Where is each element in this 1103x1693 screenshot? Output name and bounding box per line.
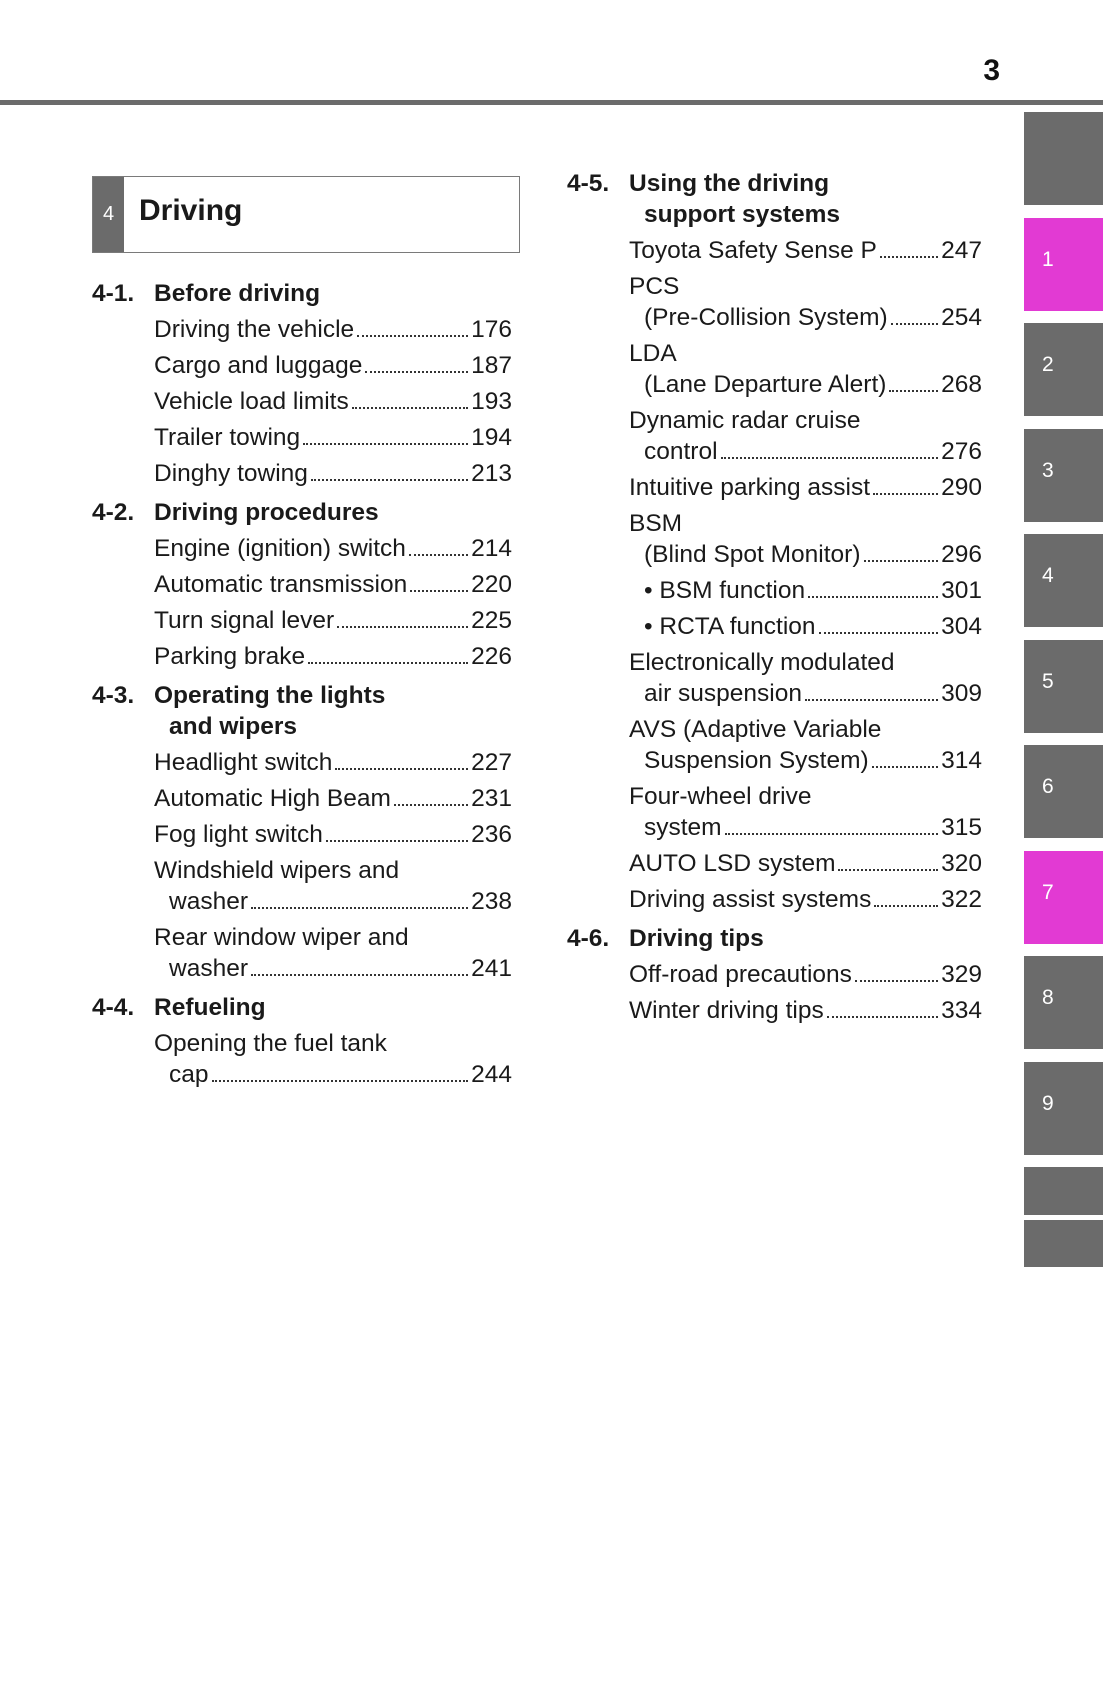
section-title: Driving procedures — [154, 499, 379, 526]
entry-page-number: 194 — [471, 424, 512, 451]
dot-leader — [410, 590, 468, 592]
entry-label: control — [644, 438, 718, 465]
entry-row — [154, 314, 512, 345]
entry-row — [629, 436, 982, 467]
dot-leader — [721, 457, 939, 459]
page-number: 3 — [983, 54, 1000, 87]
entry-page-number: 213 — [471, 460, 512, 487]
section-title: Using the driving support systems — [629, 168, 982, 230]
entry-page-number: 214 — [471, 535, 512, 562]
entry-row — [629, 959, 982, 990]
entry-title-line: Four-wheel drive — [629, 783, 812, 810]
section-title: Refueling — [154, 994, 266, 1021]
toc-entry[interactable] — [629, 647, 982, 709]
entry-row — [629, 539, 982, 570]
chapter-tab[interactable]: 8 — [1024, 956, 1103, 1049]
entry-row — [154, 533, 512, 564]
entry-label: Fog light switch — [154, 821, 323, 848]
entry-label: cap — [169, 1061, 209, 1088]
toc-entry[interactable] — [154, 641, 512, 672]
chapter-tab[interactable]: 9 — [1024, 1062, 1103, 1155]
entry-label: Cargo and luggage — [154, 352, 363, 379]
toc-entry[interactable] — [629, 781, 982, 843]
chapter-tab[interactable]: 2 — [1024, 323, 1103, 416]
toc-entry[interactable] — [154, 747, 512, 778]
entry-label: • RCTA function — [644, 613, 816, 640]
entry-row — [629, 235, 982, 266]
toc-section-heading[interactable] — [92, 680, 512, 742]
dot-leader — [337, 626, 468, 628]
entry-page-number: 254 — [941, 304, 982, 331]
entry-page-number: 334 — [941, 997, 982, 1024]
entry-row — [154, 886, 512, 917]
dot-leader — [394, 804, 468, 806]
entry-page-number: 244 — [471, 1061, 512, 1088]
entry-label: AUTO LSD system — [629, 850, 836, 877]
dot-leader — [864, 560, 939, 562]
toc-entry[interactable] — [629, 472, 982, 503]
dot-leader — [357, 335, 468, 337]
entry-title-line: Rear window wiper and — [154, 924, 409, 951]
entry-label: Automatic transmission — [154, 571, 408, 598]
toc-entry[interactable] — [629, 611, 982, 642]
toc-entry[interactable] — [629, 271, 982, 333]
toc-entry[interactable] — [154, 819, 512, 850]
section-number: 4-5. — [567, 170, 610, 197]
toc-entry[interactable] — [629, 235, 982, 266]
toc-entry[interactable] — [629, 884, 982, 915]
entry-row — [629, 995, 982, 1026]
header-rule — [0, 100, 1103, 105]
entry-page-number: 315 — [941, 814, 982, 841]
dot-leader — [805, 699, 938, 701]
section-title: Driving tips — [629, 925, 764, 952]
dot-leader — [326, 840, 468, 842]
entry-label: Vehicle load limits — [154, 388, 349, 415]
entry-title-line: Electronically modulated — [629, 649, 895, 676]
chapter-tab[interactable]: 3 — [1024, 429, 1103, 522]
entry-page-number: 193 — [471, 388, 512, 415]
entry-row — [154, 747, 512, 778]
toc-entry[interactable] — [154, 569, 512, 600]
entry-label: (Blind Spot Monitor) — [644, 541, 861, 568]
entry-title-line: Windshield wipers and — [154, 857, 400, 884]
toc-entry[interactable] — [154, 855, 512, 917]
toc-section-heading[interactable] — [92, 278, 512, 309]
toc-entry[interactable] — [629, 338, 982, 400]
section-number: 4-1. — [92, 280, 135, 307]
entry-label: Suspension System) — [644, 747, 869, 774]
dot-leader — [251, 907, 468, 909]
chapter-tab[interactable] — [1024, 112, 1103, 205]
toc-entry[interactable] — [154, 533, 512, 564]
entry-page-number: 247 — [941, 237, 982, 264]
entry-title-line: LDA — [629, 340, 677, 367]
section-number: 4-6. — [567, 925, 610, 952]
dot-leader — [808, 596, 938, 598]
entry-page-number: 322 — [941, 886, 982, 913]
toc-entry[interactable] — [154, 422, 512, 453]
entry-row — [154, 569, 512, 600]
entry-label: Toyota Safety Sense P — [629, 237, 877, 264]
toc-section-heading[interactable] — [92, 497, 512, 528]
dot-leader — [889, 390, 938, 392]
section-title-continued: and wipers — [169, 713, 297, 740]
chapter-tab[interactable]: 1 — [1024, 218, 1103, 311]
dot-leader — [874, 905, 938, 907]
entry-row — [629, 369, 982, 400]
entry-page-number: 301 — [941, 577, 982, 604]
entry-page-number: 220 — [471, 571, 512, 598]
toc-left-column — [92, 278, 512, 1090]
entry-page-number: 225 — [471, 607, 512, 634]
entry-title-line: AVS (Adaptive Variable — [629, 716, 882, 743]
toc-entry[interactable] — [629, 995, 982, 1026]
entry-row — [154, 953, 512, 984]
entry-row — [629, 472, 982, 503]
chapter-title: Driving — [139, 194, 243, 227]
entry-row — [154, 605, 512, 636]
entry-label: Winter driving tips — [629, 997, 824, 1024]
entry-page-number: 236 — [471, 821, 512, 848]
chapter-number: 4 — [93, 177, 124, 252]
dot-leader — [212, 1080, 469, 1082]
dot-leader — [872, 766, 938, 768]
toc-entry[interactable] — [629, 405, 982, 467]
entry-label: (Pre-Collision System) — [644, 304, 888, 331]
entry-page-number: 241 — [471, 955, 512, 982]
entry-label: washer — [169, 955, 248, 982]
entry-label: system — [644, 814, 722, 841]
dot-leader — [303, 443, 468, 445]
entry-page-number: 238 — [471, 888, 512, 915]
entry-page-number: 268 — [941, 371, 982, 398]
dot-leader — [352, 407, 468, 409]
entry-label: • BSM function — [644, 577, 806, 604]
toc-entry[interactable] — [629, 848, 982, 879]
entry-title-line: Opening the fuel tank — [154, 1030, 387, 1057]
entry-page-number: 309 — [941, 680, 982, 707]
entry-title-line: Dynamic radar cruise — [629, 407, 861, 434]
dot-leader — [409, 554, 468, 556]
toc-entry[interactable] — [154, 1028, 512, 1090]
chapter-tab[interactable]: 5 — [1024, 640, 1103, 733]
entry-label: (Lane Departure Alert) — [644, 371, 887, 398]
entry-row — [154, 819, 512, 850]
entry-page-number: 296 — [941, 541, 982, 568]
chapter-tab[interactable]: 6 — [1024, 745, 1103, 838]
entry-row — [154, 783, 512, 814]
entry-label: washer — [169, 888, 248, 915]
entry-page-number: 320 — [941, 850, 982, 877]
section-number: 4-3. — [92, 682, 135, 709]
section-number: 4-4. — [92, 994, 135, 1021]
dot-leader — [308, 662, 468, 664]
dot-leader — [880, 256, 938, 258]
entry-page-number: 231 — [471, 785, 512, 812]
entry-row — [629, 611, 982, 642]
entry-title-line: PCS — [629, 273, 680, 300]
dot-leader — [335, 768, 468, 770]
toc-section-heading[interactable] — [92, 992, 512, 1023]
entry-page-number: 227 — [471, 749, 512, 776]
toc-entry[interactable] — [154, 314, 512, 345]
entry-page-number: 187 — [471, 352, 512, 379]
entry-page-number: 226 — [471, 643, 512, 670]
section-title: Operating the lights and wipers — [154, 680, 512, 742]
chapter-header — [92, 176, 520, 253]
entry-row — [629, 575, 982, 606]
entry-row — [154, 350, 512, 381]
dot-leader — [827, 1016, 938, 1018]
entry-page-number: 290 — [941, 474, 982, 501]
toc-right-column — [567, 168, 982, 1026]
entry-label: Parking brake — [154, 643, 306, 670]
dot-leader — [311, 479, 468, 481]
chapter-tab[interactable]: 4 — [1024, 534, 1103, 627]
dot-leader — [251, 974, 468, 976]
entry-page-number: 329 — [941, 961, 982, 988]
entry-page-number: 304 — [941, 613, 982, 640]
chapter-tab[interactable] — [1024, 1167, 1103, 1215]
section-title: Before driving — [154, 280, 321, 307]
entry-page-number: 176 — [471, 316, 512, 343]
toc-entry[interactable] — [154, 458, 512, 489]
toc-entry[interactable] — [154, 350, 512, 381]
entry-page-number: 276 — [941, 438, 982, 465]
dot-leader — [819, 632, 939, 634]
entry-row — [629, 302, 982, 333]
entry-label: Trailer towing — [154, 424, 301, 451]
entry-label: air suspension — [644, 680, 802, 707]
entry-label: Intuitive parking assist — [629, 474, 871, 501]
chapter-tab[interactable]: 7 — [1024, 851, 1103, 944]
dot-leader — [838, 869, 938, 871]
entry-row — [629, 745, 982, 776]
toc-entry[interactable] — [154, 783, 512, 814]
section-title-continued: support systems — [644, 201, 841, 228]
entry-label: Automatic High Beam — [154, 785, 391, 812]
toc-entry[interactable] — [629, 575, 982, 606]
toc-section-heading[interactable] — [567, 168, 982, 230]
toc-entry[interactable] — [629, 714, 982, 776]
entry-row — [629, 848, 982, 879]
entry-page-number: 314 — [941, 747, 982, 774]
toc-entry[interactable] — [629, 959, 982, 990]
toc-entry[interactable] — [154, 922, 512, 984]
toc-section-heading[interactable] — [567, 923, 982, 954]
entry-label: Turn signal lever — [154, 607, 335, 634]
toc-entry[interactable] — [629, 508, 982, 570]
toc-entry[interactable] — [154, 605, 512, 636]
dot-leader — [855, 980, 938, 982]
entry-row — [629, 812, 982, 843]
entry-label: Engine (ignition) switch — [154, 535, 406, 562]
dot-leader — [725, 833, 939, 835]
section-number: 4-2. — [92, 499, 135, 526]
entry-row — [629, 678, 982, 709]
entry-row — [154, 458, 512, 489]
entry-row — [154, 422, 512, 453]
entry-row — [154, 1059, 512, 1090]
dot-leader — [873, 493, 938, 495]
entry-label: Dinghy towing — [154, 460, 308, 487]
entry-label: Off-road precautions — [629, 961, 852, 988]
entry-label: Headlight switch — [154, 749, 333, 776]
entry-row — [154, 641, 512, 672]
chapter-tab[interactable] — [1024, 1220, 1103, 1267]
dot-leader — [891, 323, 938, 325]
entry-row — [154, 386, 512, 417]
entry-label: Driving assist systems — [629, 886, 872, 913]
toc-entry[interactable] — [154, 386, 512, 417]
entry-title-line: BSM — [629, 510, 683, 537]
entry-row — [629, 884, 982, 915]
dot-leader — [365, 371, 468, 373]
entry-label: Driving the vehicle — [154, 316, 355, 343]
